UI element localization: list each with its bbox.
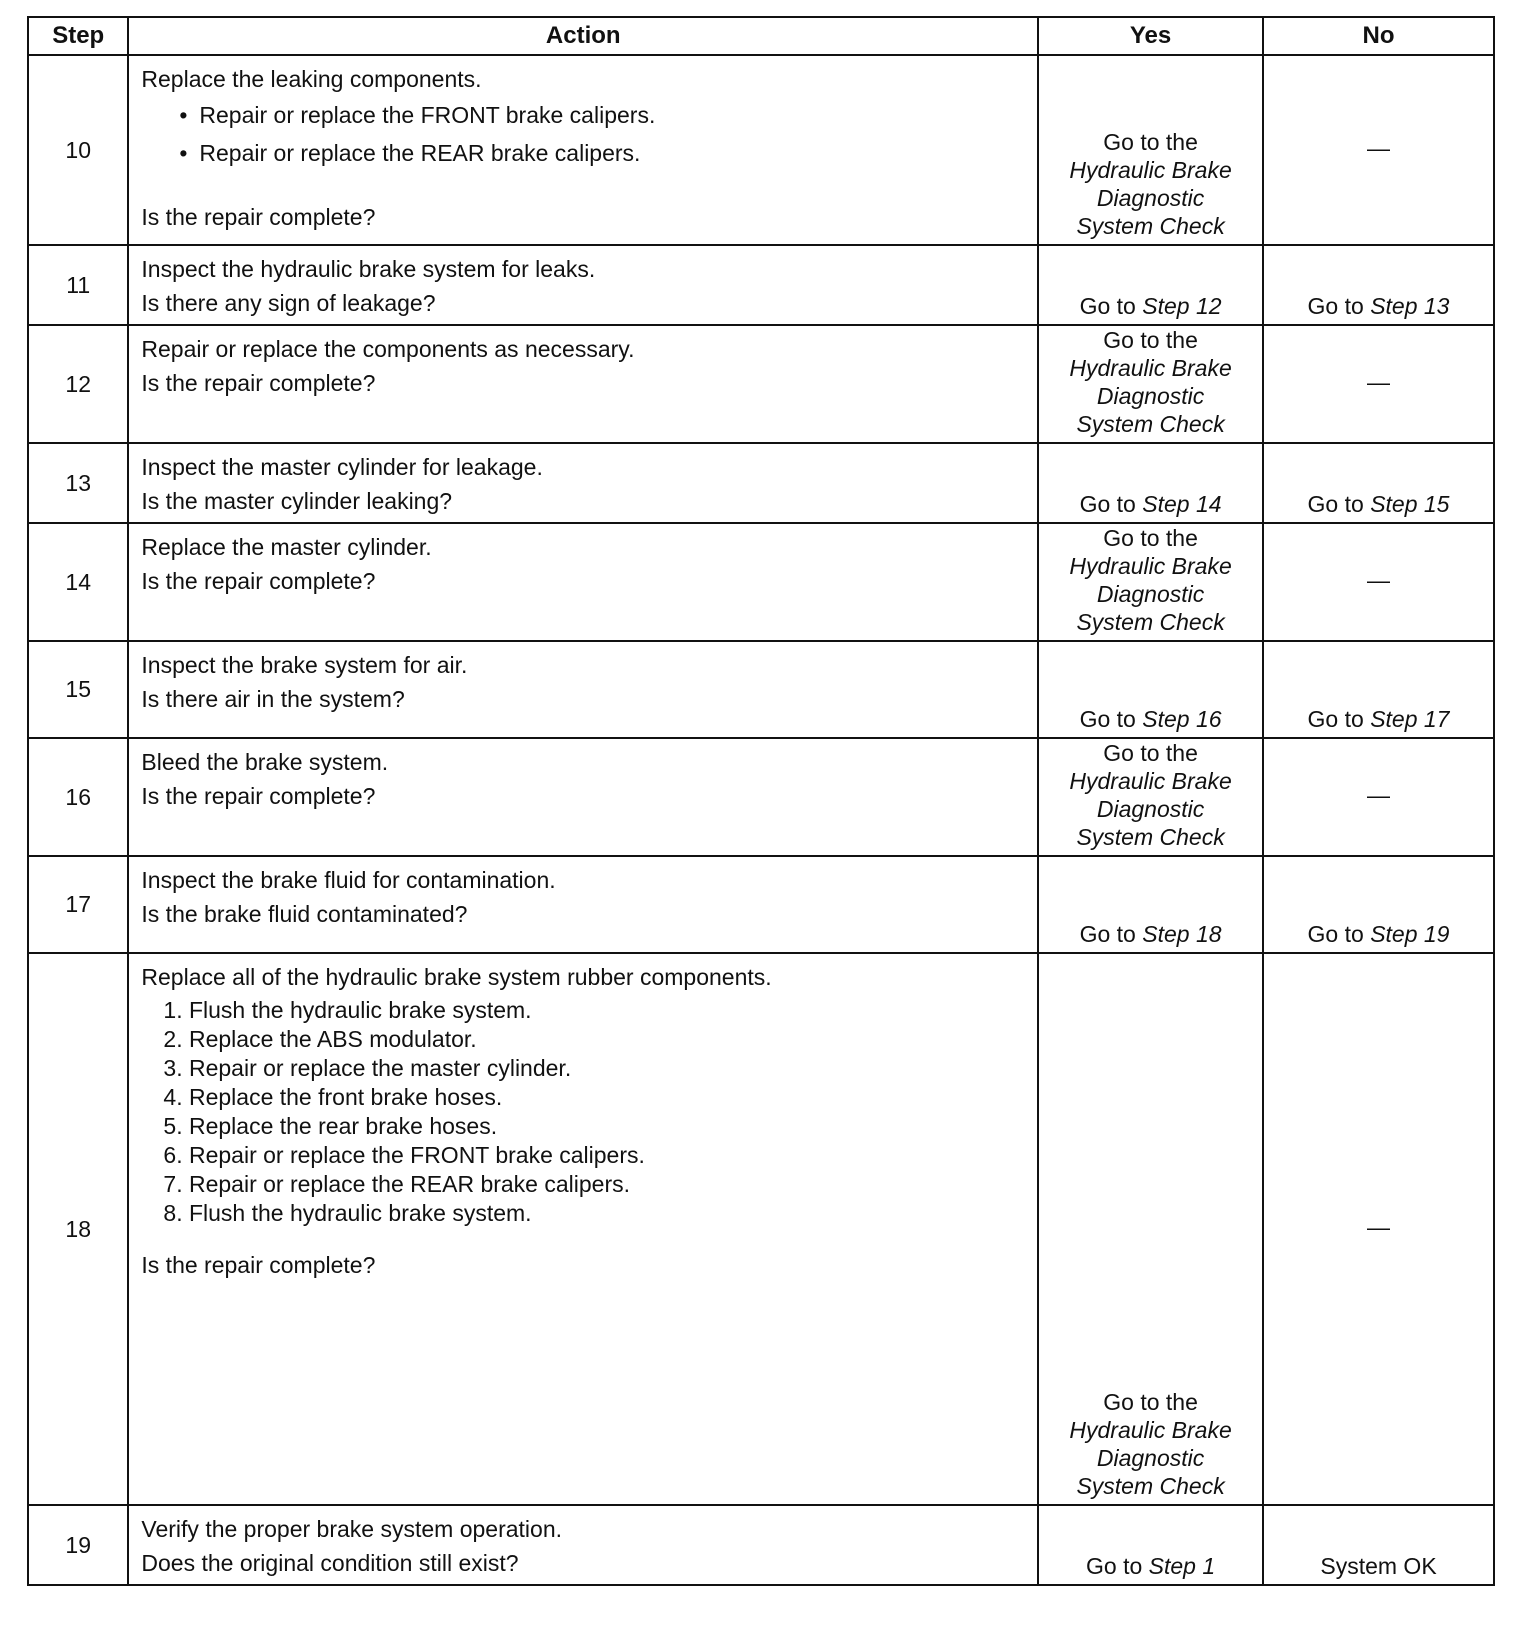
action-text: Inspect the hydraulic brake system for leaks. bbox=[141, 256, 596, 282]
list-item: 7. Repair or replace the REAR brake calipers. bbox=[163, 1171, 631, 1197]
yes-cell bbox=[1038, 523, 1263, 641]
yes-prefix: Go to the bbox=[1103, 1389, 1198, 1415]
question-text: Is the repair complete? bbox=[141, 370, 376, 396]
action-text: Inspect the brake system for air. bbox=[141, 652, 468, 678]
goto-step: Step 12 bbox=[1142, 293, 1222, 319]
list-item: • Repair or replace the FRONT brake calipers. bbox=[179, 96, 1025, 134]
yes-cell bbox=[1038, 738, 1263, 856]
goto-step: Step 15 bbox=[1370, 491, 1450, 517]
step-number: 18 bbox=[28, 953, 128, 1505]
action-text: Replace all of the hydraulic brake system rubber components. bbox=[141, 964, 772, 990]
yes-ref-line: System Check bbox=[1076, 1473, 1225, 1499]
step-number: 17 bbox=[28, 856, 128, 953]
step-number: 12 bbox=[28, 325, 128, 443]
goto-prefix: Go to bbox=[1079, 706, 1136, 732]
step-number: 11 bbox=[28, 245, 128, 325]
goto-prefix: Go to bbox=[1079, 921, 1136, 947]
yes-ref-line: Diagnostic bbox=[1096, 1445, 1205, 1471]
header-step: Step bbox=[28, 17, 128, 55]
step-number: 15 bbox=[28, 641, 128, 738]
yes-ref-line: System Check bbox=[1076, 609, 1225, 635]
question-text: Is there any sign of leakage? bbox=[141, 290, 436, 316]
yes-ref-line: Diagnostic bbox=[1096, 581, 1205, 607]
goto-prefix: Go to bbox=[1307, 491, 1364, 517]
action-cell bbox=[128, 325, 1038, 443]
yes-cell bbox=[1038, 443, 1263, 523]
list-item: 1. Flush the hydraulic brake system. bbox=[163, 997, 532, 1023]
goto-prefix: Go to bbox=[1307, 706, 1364, 732]
action-cell bbox=[128, 443, 1038, 523]
question-text: Is the repair complete? bbox=[141, 204, 376, 230]
no-cell: — bbox=[1263, 953, 1494, 1505]
goto-step: Step 17 bbox=[1370, 706, 1450, 732]
header-no: No bbox=[1263, 17, 1494, 55]
action-text: Replace the leaking components. bbox=[141, 66, 482, 92]
action-cell bbox=[128, 245, 1038, 325]
goto-prefix: Go to bbox=[1307, 293, 1364, 319]
table-row bbox=[28, 245, 1494, 325]
question-text: Is the master cylinder leaking? bbox=[141, 488, 453, 514]
yes-cell bbox=[1038, 245, 1263, 325]
no-cell: — bbox=[1263, 738, 1494, 856]
action-cell bbox=[128, 641, 1038, 738]
no-cell: — bbox=[1263, 325, 1494, 443]
yes-cell bbox=[1038, 953, 1263, 1505]
yes-prefix: Go to the bbox=[1103, 129, 1198, 155]
yes-ref-line: System Check bbox=[1076, 411, 1225, 437]
question-text: Is the repair complete? bbox=[141, 568, 376, 594]
yes-ref-line: Diagnostic bbox=[1096, 796, 1205, 822]
yes-cell bbox=[1038, 1505, 1263, 1585]
yes-cell bbox=[1038, 55, 1263, 245]
diagnostic-table bbox=[27, 16, 1495, 1586]
goto-prefix: Go to bbox=[1307, 921, 1364, 947]
goto-step: Step 16 bbox=[1142, 706, 1222, 732]
action-text: Inspect the master cylinder for leakage. bbox=[141, 454, 543, 480]
yes-ref-line: Hydraulic Brake bbox=[1069, 768, 1232, 794]
table-row bbox=[28, 443, 1494, 523]
goto-prefix: Go to bbox=[1079, 491, 1136, 517]
bullet-list bbox=[141, 96, 1025, 172]
list-item: 6. Repair or replace the FRONT brake calipers. bbox=[163, 1142, 645, 1168]
list-item: 3. Repair or replace the master cylinder. bbox=[163, 1055, 572, 1081]
list-item: • Repair or replace the REAR brake calipers. bbox=[179, 134, 1025, 172]
question-text: Is the repair complete? bbox=[141, 783, 376, 809]
action-text: Inspect the brake fluid for contamination. bbox=[141, 867, 556, 893]
step-number: 16 bbox=[28, 738, 128, 856]
yes-cell bbox=[1038, 325, 1263, 443]
table-row bbox=[28, 1505, 1494, 1585]
yes-cell bbox=[1038, 641, 1263, 738]
header-action: Action bbox=[128, 17, 1038, 55]
yes-prefix: Go to the bbox=[1103, 525, 1198, 551]
yes-ref-line: Hydraulic Brake bbox=[1069, 157, 1232, 183]
question-text: Is the repair complete? bbox=[141, 1252, 376, 1278]
table-row bbox=[28, 325, 1494, 443]
no-cell bbox=[1263, 245, 1494, 325]
yes-ref-line: Hydraulic Brake bbox=[1069, 553, 1232, 579]
list-item: 5. Replace the rear brake hoses. bbox=[163, 1113, 498, 1139]
goto-step: Step 18 bbox=[1142, 921, 1222, 947]
action-text: Replace the master cylinder. bbox=[141, 534, 432, 560]
numbered-list bbox=[141, 996, 1025, 1228]
no-cell bbox=[1263, 443, 1494, 523]
list-item: 4. Replace the front brake hoses. bbox=[163, 1084, 503, 1110]
question-text: Is there air in the system? bbox=[141, 686, 405, 712]
action-cell bbox=[128, 55, 1038, 245]
yes-ref-line: Diagnostic bbox=[1096, 185, 1205, 211]
no-cell: — bbox=[1263, 55, 1494, 245]
step-number: 14 bbox=[28, 523, 128, 641]
step-number: 10 bbox=[28, 55, 128, 245]
no-cell: — bbox=[1263, 523, 1494, 641]
table-row bbox=[28, 641, 1494, 738]
header-yes: Yes bbox=[1038, 17, 1263, 55]
step-number: 13 bbox=[28, 443, 128, 523]
table-row bbox=[28, 738, 1494, 856]
goto-prefix: Go to bbox=[1079, 293, 1136, 319]
action-text: Bleed the brake system. bbox=[141, 749, 389, 775]
list-item: 2. Replace the ABS modulator. bbox=[163, 1026, 477, 1052]
goto-step: Step 1 bbox=[1148, 1553, 1216, 1579]
yes-ref-line: Hydraulic Brake bbox=[1069, 355, 1232, 381]
yes-ref-line: Diagnostic bbox=[1096, 383, 1205, 409]
question-text: Does the original condition still exist? bbox=[141, 1550, 519, 1576]
no-cell bbox=[1263, 856, 1494, 953]
yes-cell bbox=[1038, 856, 1263, 953]
yes-ref-line: System Check bbox=[1076, 824, 1225, 850]
yes-ref-line: Hydraulic Brake bbox=[1069, 1417, 1232, 1443]
table-row bbox=[28, 953, 1494, 1505]
yes-prefix: Go to the bbox=[1103, 327, 1198, 353]
header-row bbox=[28, 17, 1494, 55]
question-text: Is the brake fluid contaminated? bbox=[141, 901, 468, 927]
action-text: Verify the proper brake system operation. bbox=[141, 1516, 563, 1542]
goto-step: Step 13 bbox=[1370, 293, 1450, 319]
yes-prefix: Go to the bbox=[1103, 740, 1198, 766]
action-cell bbox=[128, 738, 1038, 856]
table-row bbox=[28, 55, 1494, 245]
action-cell bbox=[128, 953, 1038, 1505]
action-cell bbox=[128, 856, 1038, 953]
no-cell bbox=[1263, 641, 1494, 738]
no-cell: System OK bbox=[1263, 1505, 1494, 1585]
yes-ref-line: System Check bbox=[1076, 213, 1225, 239]
table-row bbox=[28, 856, 1494, 953]
goto-step: Step 14 bbox=[1142, 491, 1222, 517]
action-cell bbox=[128, 1505, 1038, 1585]
action-text: Repair or replace the components as necessary. bbox=[141, 336, 635, 362]
action-cell bbox=[128, 523, 1038, 641]
list-item: 8. Flush the hydraulic brake system. bbox=[163, 1200, 532, 1226]
goto-prefix: Go to bbox=[1086, 1553, 1143, 1579]
step-number: 19 bbox=[28, 1505, 128, 1585]
goto-step: Step 19 bbox=[1370, 921, 1450, 947]
table-row bbox=[28, 523, 1494, 641]
